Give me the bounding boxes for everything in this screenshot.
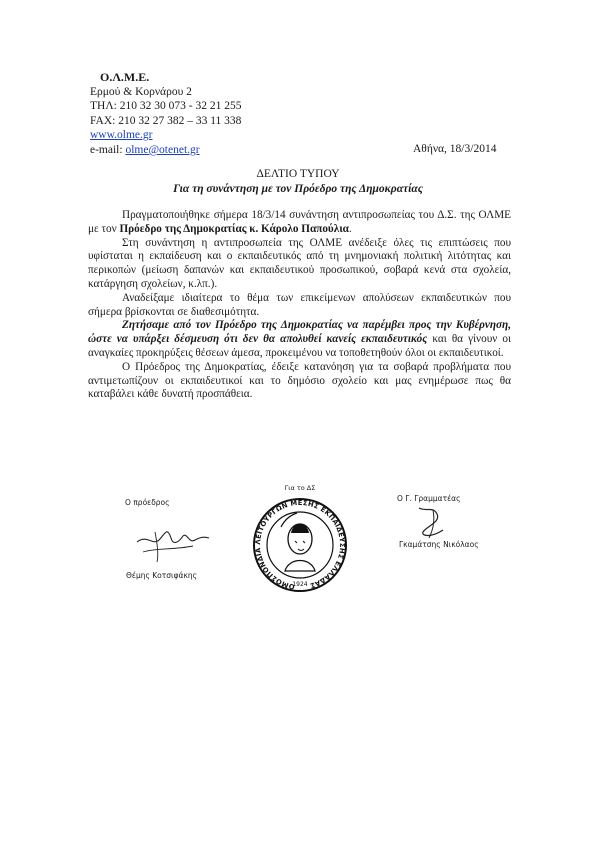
paragraph-2: Στη συνάντηση η αντιπροσωπεία της ΟΛΜΕ ανέδειξε όλες τις επιπτώσεις που υφίσταται η εκπαίδευση και ο εκπαιδευτικός από τη μνημονιακή πολιτική λιτότητας και περικοπών (μείωση δαπανών και εκπαιδευτικού προσωπικού, σοβαρά κενά στα σχολεία, κατάργηση σχολείων, κ.λπ.). <box>88 236 511 290</box>
phone: ΤΗΛ: 210 32 30 073 - 32 21 255 <box>90 100 242 113</box>
document-title <box>0 167 596 196</box>
secretary-role: Ο Γ. Γραμματέας <box>397 494 461 503</box>
letterhead <box>90 70 241 158</box>
president-name-print: Θέμης Κοτσιφάκης <box>126 571 198 580</box>
website-link[interactable]: www.olme.gr <box>90 129 153 142</box>
address: Ερμού & Κορνάρου 2 <box>90 85 192 98</box>
seal-year: 1924 <box>292 581 308 588</box>
email-label: e-mail: <box>90 143 123 156</box>
title-heading: ΔΕΛΤΙΟ ΤΥΠΟΥ <box>256 168 340 180</box>
paragraph-4: Ζητήσαμε από τον Πρόεδρο της Δημοκρατίας να παρέμβει προς την Κυβέρνηση, ώστε να υπάρξει δέσμευση ότι δεν θα απολυθεί κανείς εκπαιδευτικός και θα γίνουν οι αναγκαίες προκηρύξεις θέσεων άμεσα, προκειμένου να τοποθετηθούν όλοι οι εκπαιδευτικοί. <box>88 319 511 359</box>
secretary-name-print: Γκαμάτσης Νικόλαος <box>399 540 479 549</box>
title-subject: Για τη συνάντηση με τον Πρόεδρο της Δημοκρατίας <box>173 182 423 195</box>
paragraph-1: Πραγματοποιήθηκε σήμερα 18/3/14 συνάντηση αντιπροσωπείας του Δ.Σ. της ΟΛΜΕ με τον Πρόεδρο της Δημοκρατίας κ. Κάρολο Παπούλια. <box>88 209 511 235</box>
email-link[interactable]: olme@otenet.gr <box>125 143 200 156</box>
press-release-body <box>88 209 511 402</box>
seal-top-text: Για το ΔΣ <box>284 484 316 492</box>
seal-stamp-icon <box>251 481 349 593</box>
secretary-signature-icon <box>413 502 453 542</box>
fax: FAX: 210 32 27 382 – 33 11 338 <box>90 114 242 127</box>
paragraph-5: Ο Πρόεδρος της Δημοκρατίας, έδειξε κατανόηση για τα σοβαρά προβλήματα που αντιμετωπίζουν οι εκπαιδευτικοί και το δημόσιο σχολείο και μας ενημέρωσε πως θα καταβάλει κάθε δυνατή προσπάθεια. <box>88 360 511 401</box>
seal-ring-text: ΟΜΟΣΠΟΝΔΙΑ ΛΕΙΤΟΥΡΓΩΝ ΜΕΣΗΣ ΕΚΠΑΙΔΕΥΣΗΣ ΕΛΛΑΔΑΣ <box>253 498 347 591</box>
president-name: Πρόεδρο της Δημοκρατίας κ. Κάρολο Παπούλια <box>119 222 349 235</box>
official-seal <box>251 481 349 598</box>
document-date: Αθήνα, 18/3/2014 <box>413 143 497 155</box>
demand-statement: Ζητήσαμε από τον Πρόεδρο της Δημοκρατίας να παρέμβει προς την Κυβέρνηση, ώστε να υπάρξει δέσμευση ότι δεν θα απολυθεί κανείς εκπαιδευτικός <box>88 319 511 346</box>
president-role: Ο πρόεδρος <box>125 498 170 507</box>
paragraph-3: Αναδείξαμε ιδιαίτερα το θέμα των επικείμενων απολύσεων εκπαιδευτικών που σήμερα βρίσκονται σε διαθεσιμότητα. <box>88 291 511 318</box>
president-signature-icon <box>133 512 213 570</box>
organization-name: Ο.Λ.Μ.Ε. <box>100 70 150 84</box>
